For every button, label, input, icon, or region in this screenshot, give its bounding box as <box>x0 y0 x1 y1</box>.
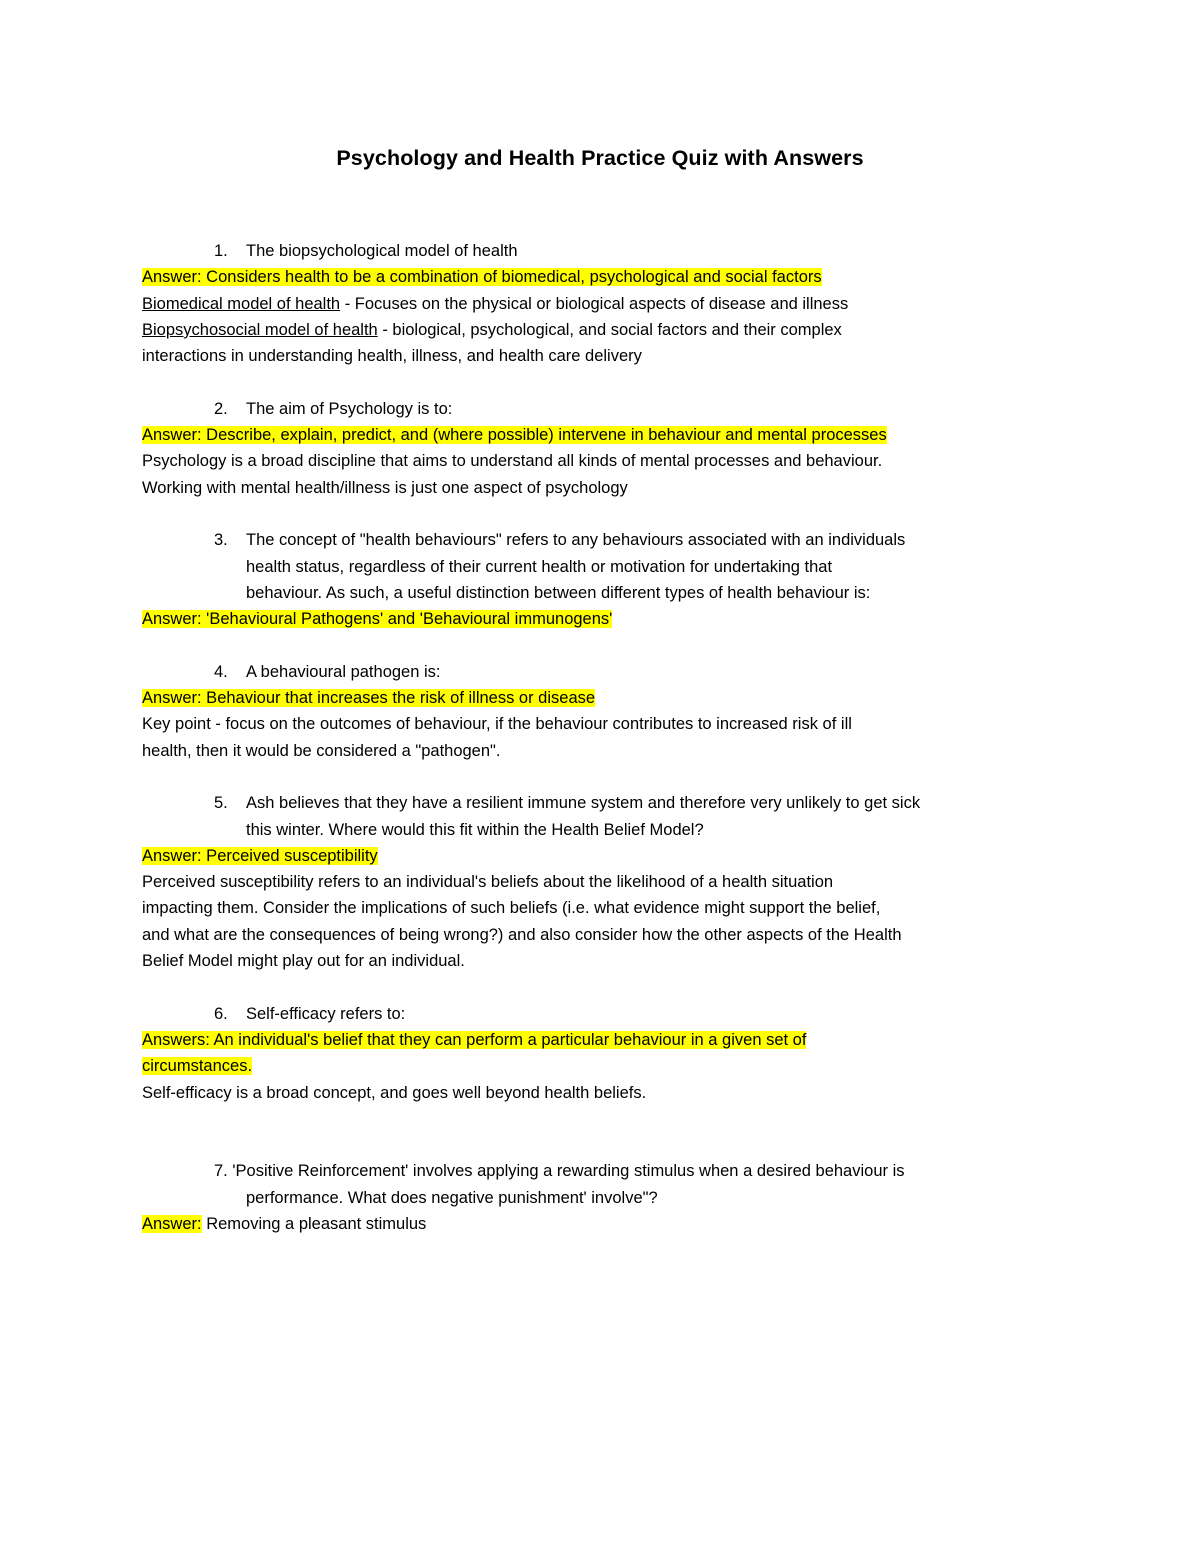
question-number: 2. <box>214 399 228 418</box>
answer-text: Removing a pleasant stimulus <box>201 1214 427 1233</box>
explanation-line: and what are the consequences of being wrong?) and also consider how the other aspects of the Health <box>142 925 902 944</box>
question-text: Self-efficacy refers to: <box>246 1004 406 1023</box>
answer-4 <box>142 685 1062 711</box>
question-1 <box>142 238 1062 264</box>
spacer <box>142 764 1062 790</box>
question-number: 4. <box>214 662 228 681</box>
highlighted-answer-label: Answer: <box>142 1214 202 1233</box>
spacer <box>142 1132 1062 1158</box>
spacer <box>142 632 1062 658</box>
question-text: Ash believes that they have a resilient immune system and therefore very unlikely to get sick <box>246 794 921 813</box>
question-number: 7. <box>214 1162 228 1181</box>
explanation-line: Psychology is a broad discipline that aims to understand all kinds of mental processes and behaviour. <box>142 452 883 471</box>
question-5 <box>142 790 1062 816</box>
question-2 <box>142 396 1062 422</box>
answer-6-continued <box>142 1053 1062 1079</box>
question-text: The concept of "health behaviours" refers to any behaviours associated with an individuals <box>246 531 906 550</box>
explanation-line: Belief Model might play out for an individual. <box>142 952 465 971</box>
answer-2 <box>142 422 1062 448</box>
highlighted-answer: Answer: Considers health to be a combination of biomedical, psychological and social factors <box>142 268 822 287</box>
question-text-continued: behaviour. As such, a useful distinction between different types of health behaviour is: <box>246 583 871 602</box>
question-text: The aim of Psychology is to: <box>246 399 453 418</box>
answer-5 <box>142 843 1062 869</box>
spacer <box>142 1106 1062 1132</box>
question-number: 3. <box>214 531 228 550</box>
question-text: 'Positive Reinforcement' involves applying a rewarding stimulus when a desired behaviour is <box>232 1162 905 1181</box>
question-6 <box>142 1001 1062 1027</box>
explanation-line: Perceived susceptibility refers to an individual's beliefs about the likelihood of a health situation <box>142 873 834 892</box>
explanation-line: health, then it would be considered a "pathogen". <box>142 741 501 760</box>
note-text: - biological, psychological, and social factors and their complex <box>377 320 842 339</box>
spacer <box>142 501 1062 527</box>
term-biopsychosocial-model: Biopsychosocial model of health <box>142 320 378 339</box>
document-body <box>142 238 1062 1237</box>
note-continuation: interactions in understanding health, illness, and health care delivery <box>142 347 642 366</box>
highlighted-answer: Answers: An individual's belief that they can perform a particular behaviour in a given set of <box>142 1030 807 1049</box>
explanation-line: impacting them. Consider the implications of such beliefs (i.e. what evidence might support the belief, <box>142 899 881 918</box>
highlighted-answer: circumstances. <box>142 1057 253 1076</box>
question-text: The biopsychological model of health <box>246 242 518 260</box>
note-biomedical-model <box>142 291 1062 317</box>
note-text: - Focuses on the physical or biological aspects of disease and illness <box>340 294 849 313</box>
question-3 <box>142 527 1062 553</box>
term-biomedical-model: Biomedical model of health <box>142 294 341 313</box>
document-title: Psychology and Health Practice Quiz with Answers <box>336 146 864 170</box>
highlighted-answer: Answer: Behaviour that increases the risk of illness or disease <box>142 689 596 708</box>
spacer <box>142 974 1062 1000</box>
highlighted-answer: Answer: 'Behavioural Pathogens' and 'Behavioural immunogens' <box>142 610 613 629</box>
question-text: A behavioural pathogen is: <box>246 662 441 681</box>
answer-6 <box>142 1027 1062 1053</box>
question-text-continued: this winter. Where would this fit within the Health Belief Model? <box>246 820 704 839</box>
answer-7 <box>142 1211 1062 1237</box>
question-4 <box>142 659 1062 685</box>
highlighted-answer: Answer: Perceived susceptibility <box>142 846 378 865</box>
answer-3 <box>142 606 1062 632</box>
question-7 <box>142 1158 1062 1184</box>
question-number: 6. <box>214 1004 228 1023</box>
question-number: 5. <box>214 794 228 813</box>
spacer <box>142 369 1062 395</box>
question-text-continued: performance. What does negative punishment' involve"? <box>246 1188 658 1207</box>
explanation-line: Working with mental health/illness is just one aspect of psychology <box>142 478 628 497</box>
note-biopsychosocial-model <box>142 317 1062 343</box>
highlighted-answer: Answer: Describe, explain, predict, and (where possible) intervene in behaviour and mental processes <box>142 426 887 445</box>
question-text-continued: health status, regardless of their current health or motivation for undertaking that <box>246 557 833 576</box>
explanation-line: Self-efficacy is a broad concept, and goes well beyond health beliefs. <box>142 1083 647 1102</box>
answer-1 <box>142 264 1062 290</box>
explanation-line: Key point - focus on the outcomes of behaviour, if the behaviour contributes to increased risk of ill <box>142 715 852 734</box>
question-number: 1. <box>214 242 228 260</box>
